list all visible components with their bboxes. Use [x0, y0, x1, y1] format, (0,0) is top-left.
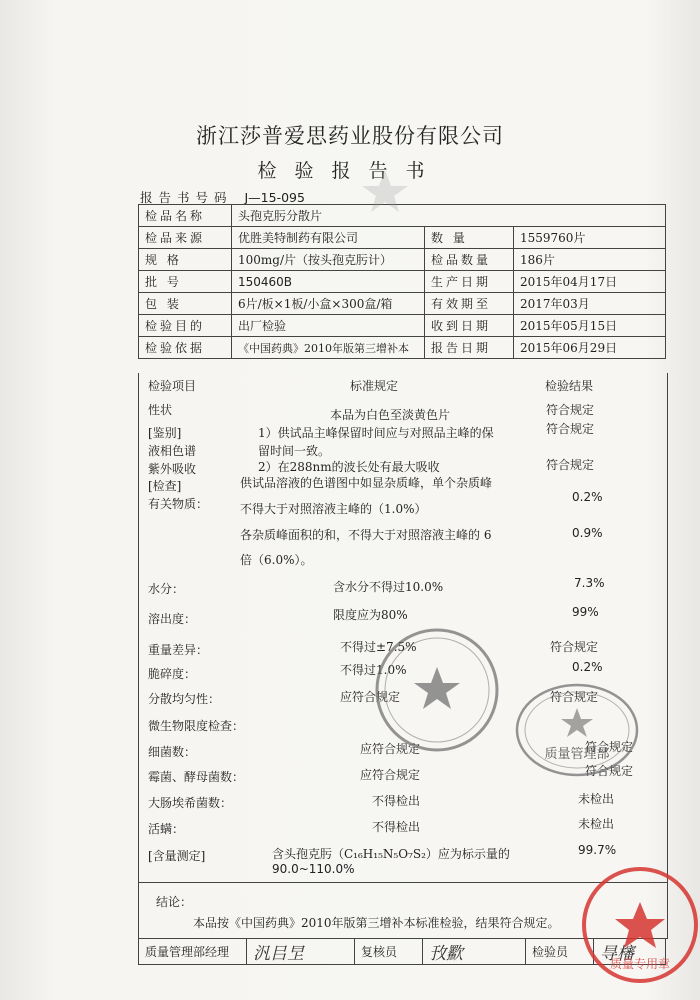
item-assay: [含量测定] [148, 849, 206, 863]
std-mites: 不得检出 [372, 820, 421, 834]
std-hplc-1: 1）供试品主峰保留时间应与对照品主峰的保 [258, 426, 494, 440]
product-name-value: 头孢克肟分散片 [232, 205, 666, 227]
res-mites: 未检出 [578, 817, 615, 831]
res-water: 7.3% [574, 576, 605, 590]
conclusion-text: 本品按《中国药典》2010年版第三增补本标准检验，结果符合规定。 [193, 916, 560, 930]
std-hplc-2: 留时间一致。 [258, 444, 331, 458]
company-name: 浙江莎普爱思药业股份有限公司 [196, 124, 504, 148]
res-mold: 符合规定 [585, 764, 634, 778]
received-value: 2015年05月15日 [514, 315, 666, 337]
purpose-value: 出厂检验 [232, 315, 425, 337]
qa-manager-label: 质量管理部经理 [139, 939, 247, 965]
seal-star-icon [414, 667, 460, 709]
gray-company-seal [372, 625, 502, 755]
qa-manager-signature: 汎㠯㫔 [247, 939, 355, 965]
item-dispersion: 分散均匀性： [148, 692, 221, 706]
res-uv: 符合规定 [546, 458, 595, 472]
received-label: 收到日期 [425, 315, 514, 337]
sample-qty-label: 检品数量 [425, 249, 514, 271]
item-mites: 活螨： [148, 822, 185, 836]
std-related-1: 不得大于对照溶液主峰的（1.0%） [240, 502, 427, 516]
purpose-label: 检验目的 [139, 315, 232, 337]
item-appearance: 性状 [148, 403, 173, 417]
res-hplc: 符合规定 [546, 422, 595, 436]
item-micro: 微生物限度检查： [148, 719, 245, 733]
std-related-2: 各杂质峰面积的和，不得大于对照溶液主峰的 6 [240, 528, 492, 542]
std-friability: 不得过1.0% [340, 663, 407, 677]
std-water: 含水分不得过10.0% [333, 580, 444, 594]
std-assay-1: 含头孢克肟（C₁₆H₁₅N₅O₇S₂）应为标示量的 [272, 847, 510, 861]
report-date-value: 2015年06月29日 [514, 337, 666, 359]
res-bacteria: 符合规定 [585, 740, 634, 754]
res-weight: 符合规定 [550, 640, 599, 654]
col-item-header: 检验项目 [148, 379, 197, 393]
item-water: 水分： [148, 582, 185, 596]
res-related-2: 0.9% [572, 526, 603, 540]
res-dispersion: 符合规定 [550, 690, 599, 704]
std-dispersion: 应符合规定 [340, 690, 401, 704]
std-mold: 应符合规定 [360, 768, 421, 782]
qc-oval-stamp [512, 680, 642, 780]
inspector-label: 检验员 [526, 939, 594, 965]
std-bacteria: 应符合规定 [360, 742, 421, 756]
item-ecoli: 大肠埃希菌数： [148, 796, 233, 810]
red-seal-text: 质量专用章 [609, 957, 671, 971]
col-result-header: 检验结果 [545, 379, 594, 393]
item-bacteria: 细菌数： [148, 745, 197, 759]
std-appearance: 本品为白色至淡黄色片 [330, 408, 451, 422]
res-appearance: 符合规定 [546, 403, 595, 417]
basis-label: 检验依据 [139, 337, 232, 359]
report-number-label: 报告书号码 [140, 190, 233, 205]
basis-value: 《中国药典》2010年版第三增补本 [232, 337, 425, 359]
item-friability: 脆碎度： [148, 667, 197, 681]
quantity-label: 数 量 [425, 227, 514, 249]
package-label: 包 装 [139, 293, 232, 315]
red-company-seal [578, 860, 700, 990]
item-identify: [鉴别] [148, 426, 182, 440]
mfg-date-value: 2015年04月17日 [514, 271, 666, 293]
batch-value: 150460B [232, 271, 425, 293]
res-related-1: 0.2% [572, 490, 603, 504]
red-seal-star-icon [615, 902, 665, 948]
std-ecoli: 不得检出 [372, 794, 421, 808]
res-friability: 0.2% [572, 660, 603, 674]
expiry-value: 2017年03月 [514, 293, 666, 315]
item-weight: 重量差异： [148, 643, 209, 657]
reviewer-signature: 㪀㱎 [423, 939, 526, 965]
item-related: 有关物质： [148, 497, 209, 511]
report-date-label: 报告日期 [425, 337, 514, 359]
spec-label: 规 格 [139, 249, 232, 271]
document-title: 检验报告书 [257, 160, 443, 182]
spec-value: 100mg/片（按头孢克肟计） [232, 249, 425, 271]
item-hplc: 液相色谱 [148, 444, 197, 458]
product-name-label: 检品名称 [139, 205, 232, 227]
source-value: 优胜美特制药有限公司 [232, 227, 425, 249]
mfg-date-label: 生产日期 [425, 271, 514, 293]
reviewer-label: 复核员 [355, 939, 423, 965]
source-label: 检品来源 [139, 227, 232, 249]
package-value: 6片/板×1板/小盒×300盒/箱 [232, 293, 425, 315]
res-assay: 99.7% [578, 843, 617, 857]
inspector-signature: 㝵㰂 [594, 939, 666, 965]
batch-label: 批 号 [139, 271, 232, 293]
expiry-label: 有效期至 [425, 293, 514, 315]
item-check: [检查] [148, 479, 182, 493]
col-standard-header: 标准规定 [350, 379, 399, 393]
sample-qty-value: 186片 [514, 249, 666, 271]
qc-stamp-text: 质量管理部 [544, 747, 610, 762]
report-number-value: J—15-095 [244, 190, 305, 205]
res-dissolution: 99% [572, 605, 599, 619]
res-ecoli: 未检出 [578, 792, 615, 806]
std-dissolution: 限度应为80% [333, 608, 408, 622]
std-uv: 2）在288nm的波长处有最大吸收 [258, 460, 440, 474]
item-mold: 霉菌、酵母菌数： [148, 770, 245, 784]
item-uv: 紫外吸收 [148, 462, 197, 476]
std-check: 供试品溶液的色谱图中如显杂质峰，单个杂质峰 [240, 476, 493, 490]
quantity-value: 1559760片 [514, 227, 666, 249]
conclusion-label: 结论： [156, 895, 193, 909]
item-dissolution: 溶出度： [148, 612, 197, 626]
std-weight: 不得过±7.5% [340, 640, 417, 654]
faint-seal [350, 160, 420, 220]
qc-star-icon [561, 708, 593, 737]
header-table [138, 204, 666, 359]
std-related-3: 倍（6.0%）。 [240, 553, 313, 567]
std-assay-2: 90.0~110.0% [272, 862, 355, 876]
